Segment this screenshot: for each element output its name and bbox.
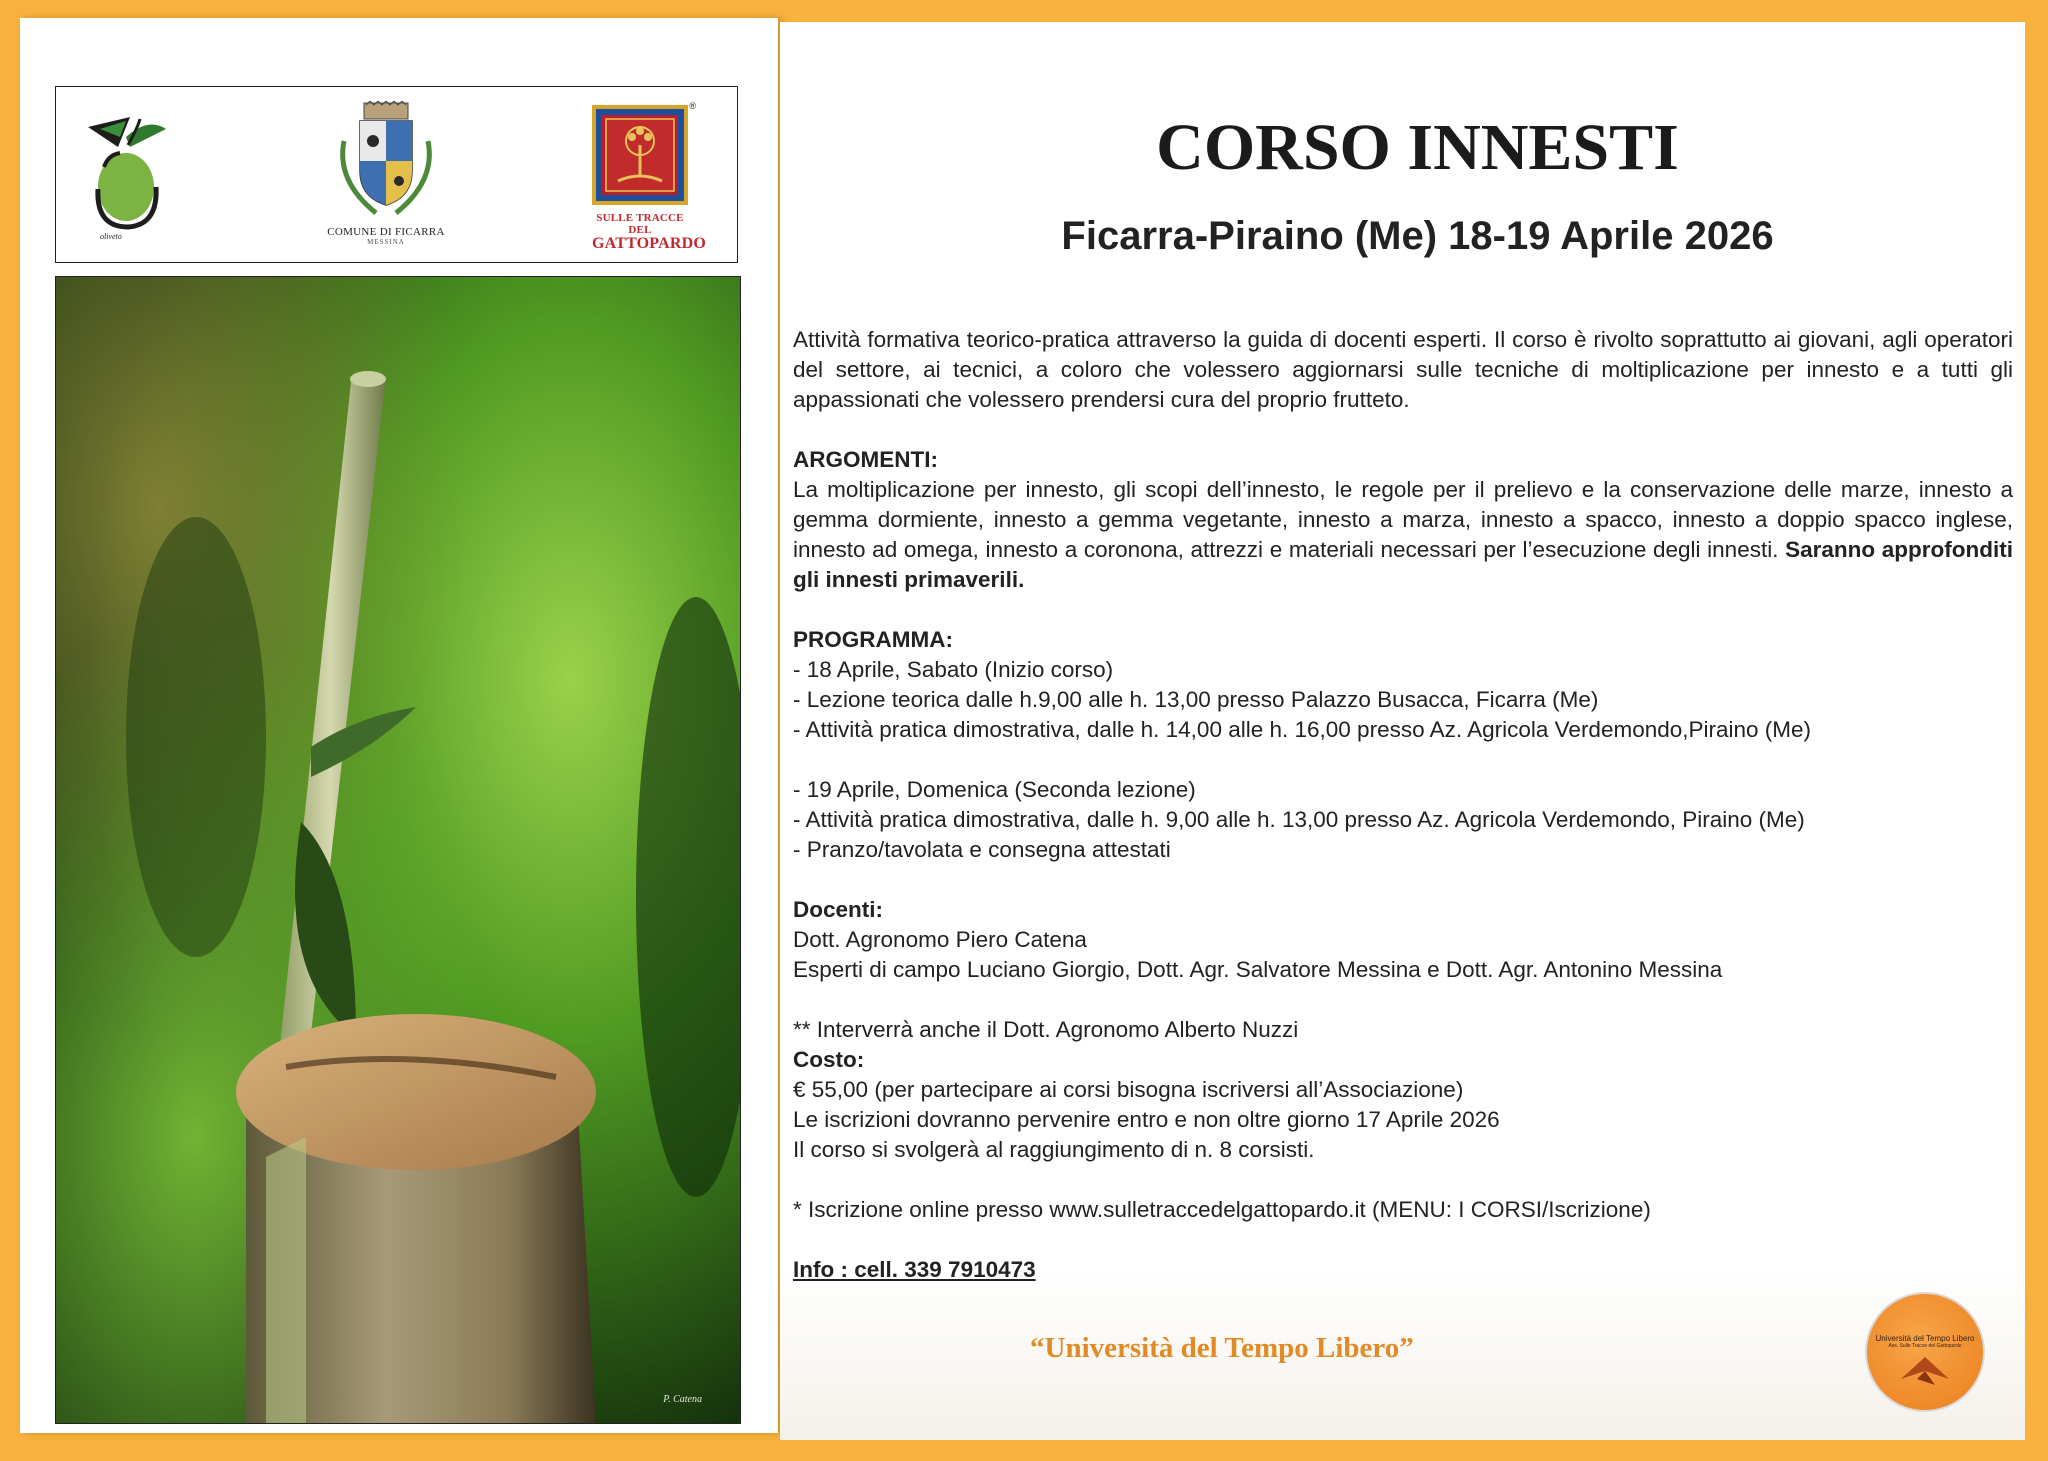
comune-name: COMUNE DI FICARRA: [327, 226, 445, 238]
docenti-line: Dott. Agronomo Piero Catena: [793, 927, 1087, 952]
page-title: CORSO INNESTI: [1156, 111, 1679, 184]
info-contact: Info : cell. 339 7910473: [793, 1257, 1036, 1282]
argomenti-text: La moltiplicazione per innesto, gli scopi dell’innesto, le regole per il prelievo e la conservazione delle marze, innesto a gemma dormiente, innesto a gemma vegetante, innesto a marza, innesto a spacco, innesto a doppio spacco inglese, innesto ad omega, innesto a coronona, attrezzi e materiali necessari per l’esecuzione degli innesti.: [793, 477, 2013, 562]
costo-heading: Costo:: [793, 1047, 865, 1072]
logo-box: [55, 86, 738, 263]
program-line: - Pranzo/tavolata e consegna attestati: [793, 837, 1171, 862]
right-page: [780, 22, 2025, 1440]
badge-title: Università del Tempo Libero: [1875, 1334, 1975, 1343]
university-badge: [1865, 1292, 1985, 1412]
gattopardo-emblem-icon: [592, 105, 688, 205]
photo-credit: P. Catena: [663, 1394, 702, 1405]
program-line: - 18 Aprile, Sabato (Inizio corso): [793, 657, 1114, 682]
docenti-line: Esperti di campo Luciano Giorgio, Dott. Agr. Salvatore Messina e Dott. Agr. Antonino Messina: [793, 957, 1723, 982]
program-line: - Lezione teorica dalle h.9,00 alle h. 13,00 presso Palazzo Busacca, Ficarra (Me): [793, 687, 1599, 712]
olive-logo: [78, 107, 188, 242]
olive-logo-icon: [78, 107, 188, 242]
costo-line: Le iscrizioni dovranno pervenire entro e non oltre giorno 17 Aprile 2026: [793, 1107, 1500, 1132]
comune-logo: [326, 101, 446, 251]
left-page: [20, 18, 778, 1433]
footer-title: “Università del Tempo Libero”: [1030, 1332, 1414, 1364]
gattopardo-text-top: SULLE TRACCE DEL: [596, 212, 684, 236]
argomenti-bold-text: Saranno approfonditi gli innesti primaverili.: [793, 537, 2013, 592]
programma-heading: PROGRAMMA:: [793, 627, 953, 652]
argomenti-paragraph: [793, 475, 2013, 595]
iscrizione-line: * Iscrizione online presso www.sulletraccedelgattopardo.it (MENU: I CORSI/Iscrizione): [793, 1197, 1651, 1222]
olive-logo-caption: oliveto: [100, 232, 122, 241]
grafting-photo: [55, 276, 741, 1424]
gattopardo-text-main: GATTOPARDO: [592, 235, 707, 252]
program-line: - 19 Aprile, Domenica (Seconda lezione): [793, 777, 1196, 802]
guest-note: ** Interverrà anche il Dott. Agronomo Alberto Nuzzi: [793, 1017, 1299, 1042]
registered-mark: ®: [689, 101, 696, 111]
argomenti-heading: ARGOMENTI:: [793, 447, 938, 472]
costo-line: € 55,00 (per partecipare ai corsi bisogna iscriversi all’Associazione): [793, 1077, 1464, 1102]
coat-of-arms-icon: [326, 101, 446, 219]
grafted-trunk-image: [56, 277, 741, 1424]
docenti-heading: Docenti:: [793, 897, 883, 922]
program-line: - Attività pratica dimostrativa, dalle h. 14,00 alle h. 16,00 presso Az. Agricola Verdemondo,Piraino (Me): [793, 717, 1812, 742]
page-subtitle: Ficarra-Piraino (Me) 18-19 Aprile 2026: [1061, 214, 1774, 258]
comune-province: MESSINA: [367, 238, 405, 246]
intro-paragraph: Attività formativa teorico-pratica attraverso la guida di docenti esperti. Il corso è rivolto soprattutto ai giovani, agli operatori del settore, ai tecnici, a coloro che volessero aggiornarsi sulle tecniche di moltiplicazione per innesto e a tutti gli appassionati che volessero prendersi cura del proprio frutteto.: [793, 327, 2013, 412]
crane-icon: [1895, 1349, 1955, 1389]
gattopardo-logo: [592, 101, 707, 252]
program-line: - Attività pratica dimostrativa, dalle h. 9,00 alle h. 13,00 presso Az. Agricola Verdemondo, Piraino (Me): [793, 807, 1805, 832]
badge-subtitle: Ass. Sulle Tracce del Gattopardo: [1888, 1343, 1962, 1349]
costo-line: Il corso si svolgerà al raggiungimento di n. 8 corsisti.: [793, 1137, 1315, 1162]
course-description: [793, 325, 2013, 1285]
